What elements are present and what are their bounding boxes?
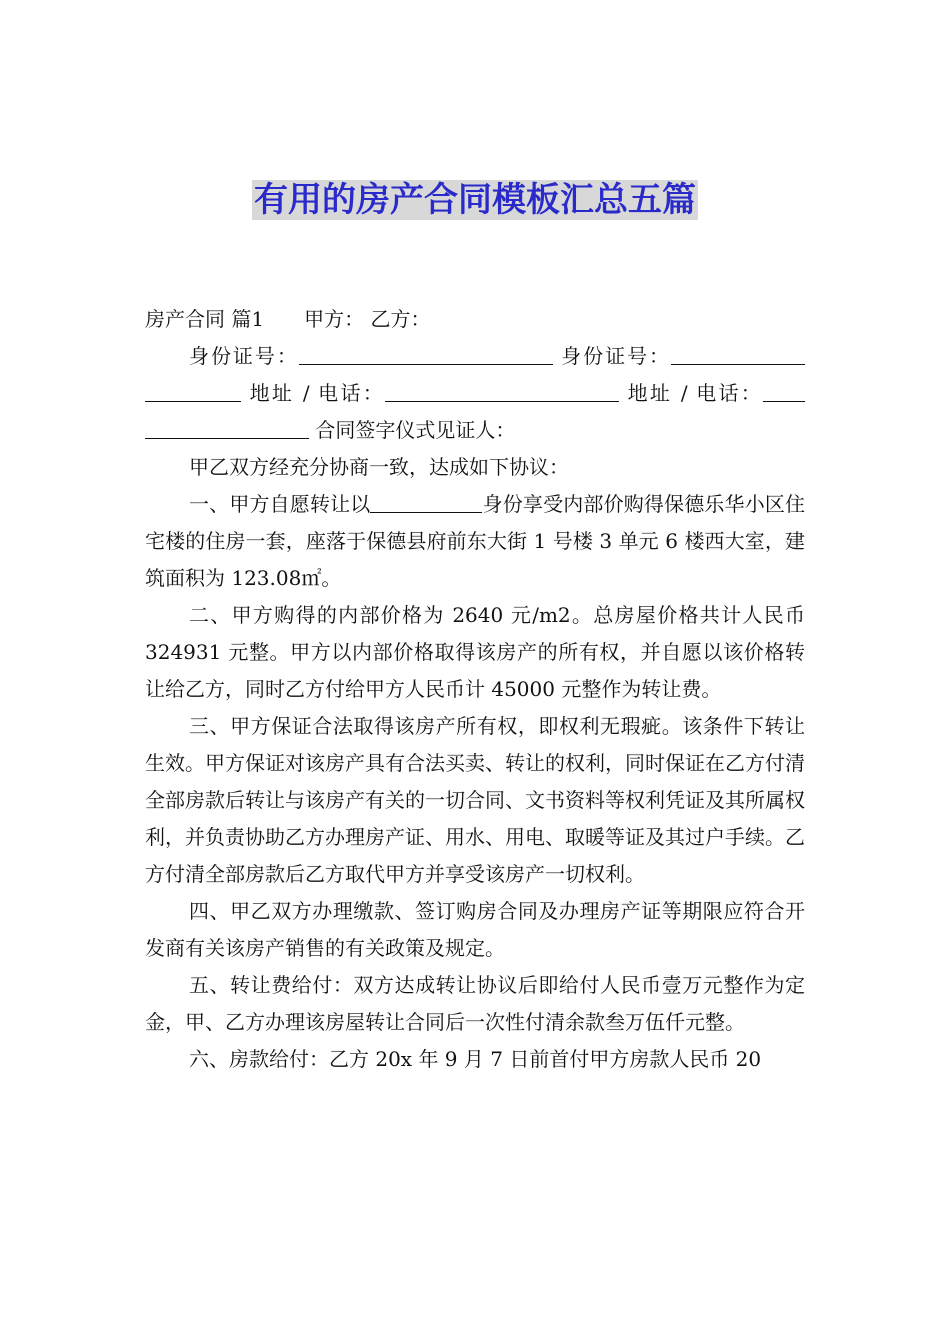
- clause-2-paragraph: 二、甲方购得的内部价格为 2640 元/m2。总房屋价格共计人民币 324931 元整。甲方以内部价格取得该房产的所有权，并自愿以该价格转让给乙方，同时乙方付给甲方人民币计 45000 元整作为转让费。: [145, 603, 805, 701]
- clause-3-paragraph: 三、甲方保证合法取得该房产所有权，即权利无瑕疵。该条件下转让生效。甲方保证对该房产具有合法买卖、转让的权利，同时保证在乙方付清全部房款后转让与该房产有关的一切合同、文书资料等权利凭证及其所属权利，并负责协助乙方办理房产证、用水、用电、取暖等证及其过户手续。乙方付清全部房款后乙方取代甲方并享受该房产一切权利。: [145, 714, 805, 886]
- clause-5-paragraph: 五、转让费给付：双方达成转让协议后即给付人民币壹万元整作为定金，甲、乙方办理该房屋转让合同后一次性付清余款叁万伍仟元整。: [145, 973, 805, 1034]
- witness-label: 合同签字仪式见证人：: [315, 418, 516, 442]
- party-b-label: 乙方：: [370, 307, 431, 331]
- section-label: 房产合同 篇1: [145, 307, 265, 331]
- addr-b-blank-cont: [145, 418, 309, 439]
- id-a-blank: [299, 344, 553, 365]
- document-title-text: 有用的房产合同模板汇总五篇: [254, 180, 696, 220]
- header-line: [145, 301, 805, 338]
- intro-paragraph: 甲乙双方经充分协商一致，达成如下协议：: [189, 455, 569, 479]
- addr-b-label: 地址 / 电话：: [627, 381, 764, 405]
- addr-b-blank: [763, 381, 805, 402]
- clause-1-blank: [370, 492, 482, 513]
- id-b-label: 身份证号：: [561, 344, 672, 368]
- id-a-label: 身份证号：: [189, 344, 299, 368]
- addr-a-label: 地址 / 电话：: [249, 381, 386, 405]
- clause-6-paragraph: 六、房款给付：乙方 20x 年 9 月 7 日前首付甲方房款人民币 20: [189, 1047, 762, 1071]
- document-body: [145, 301, 805, 1078]
- party-a-label: 甲方：: [304, 307, 365, 331]
- id-b-blank-cont: [145, 381, 241, 402]
- clause-4-paragraph: 四、甲乙双方办理缴款、签订购房合同及办理房产证等期限应符合开发商有关该房产销售的有关政策及规定。: [145, 899, 805, 960]
- document-title: [0, 176, 950, 224]
- addr-a-blank: [385, 381, 619, 402]
- clause-1-rest: 身份享受内部价购得保德乐华小区住宅楼的住房一套，座落于保德县府前东大街 1 号楼 3 单元 6 楼西大室，建筑面积为 123.08㎡。: [145, 492, 806, 590]
- id-b-blank: [671, 344, 805, 365]
- party-info-paragraph: [145, 338, 805, 449]
- clause-1-paragraph: [145, 486, 805, 597]
- clause-1-start: 一、甲方自愿转让以: [189, 492, 371, 516]
